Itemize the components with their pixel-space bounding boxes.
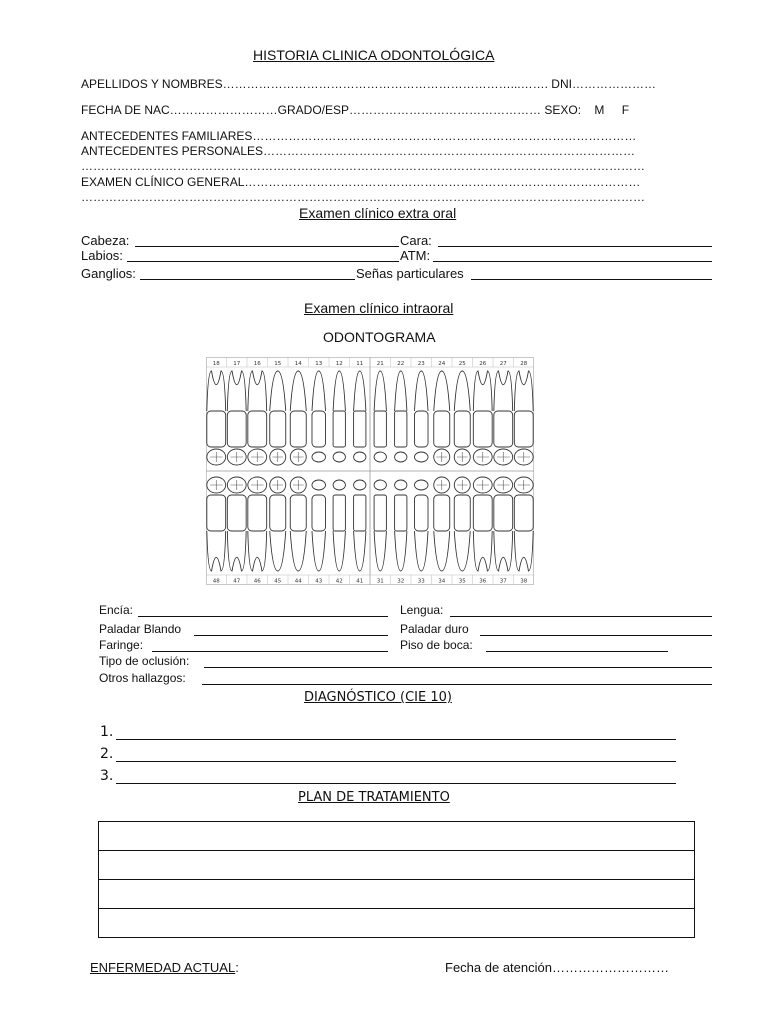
tooth-47[interactable] [227,477,246,571]
tooth-crown [248,411,267,447]
oclusion-label: Tipo de oclusión: [99,654,190,668]
tooth-root [473,531,492,571]
tooth-occlusal [333,452,345,462]
birth-grade-sex-field[interactable] [81,103,629,117]
tooth-43[interactable] [312,480,326,571]
tooth-occlusal [354,480,366,490]
tooth-root [514,371,533,411]
tooth-37[interactable] [494,477,513,571]
personal-history-field[interactable]: ANTECEDENTES PERSONALES………………………………………………………………………………… [81,144,636,158]
sex-m-option[interactable]: M [594,103,605,117]
diagnostico-item-1-line[interactable] [116,739,676,740]
upper-tooth-number: 23 [417,361,425,367]
hallazgos-line[interactable] [202,684,712,685]
tooth-28[interactable] [514,371,533,465]
labios-line[interactable] [127,261,399,262]
tooth-crown [333,411,345,447]
lower-tooth-number: 45 [274,578,282,585]
upper-tooth-number: 12 [335,361,343,367]
paladar-duro-line[interactable] [480,635,712,636]
lower-tooth-number: 41 [356,578,364,585]
tooth-occlusal [374,480,386,490]
tooth-36[interactable] [473,477,492,571]
tooth-crown [494,411,513,447]
enfermedad-actual-colon: : [235,960,239,975]
tooth-crown [514,411,533,447]
cabeza-line[interactable] [135,246,399,247]
lengua-line[interactable] [450,616,712,617]
enfermedad-actual-label: ENFERMEDAD ACTUAL [90,960,236,975]
tooth-23[interactable] [414,371,428,462]
tooth-root [434,371,450,411]
tooth-42[interactable] [333,480,345,571]
tooth-32[interactable] [395,480,407,571]
plan-row[interactable] [99,822,695,851]
atm-label: ATM: [400,248,431,263]
tooth-root [374,531,386,571]
tooth-crown [514,495,533,531]
tooth-root [227,371,246,411]
tooth-root [434,531,450,571]
tooth-crown [473,411,492,447]
tooth-crown [354,411,366,447]
diagnostico-item-2-line[interactable] [116,761,676,762]
upper-tooth-number: 13 [315,361,323,367]
paladar-blando-label: Paladar Blando [99,622,182,636]
faringe-label: Faringe: [99,638,144,652]
tooth-crown [207,495,226,531]
tooth-46[interactable] [248,477,267,571]
lower-tooth-number: 46 [253,578,261,585]
tooth-crown [354,495,366,531]
tooth-crown [248,495,267,531]
names-dni-field[interactable]: APELLIDOS Y NOMBRES………………………………………………………………...……. DNI………………… [81,77,656,91]
lower-tooth-number: 47 [233,578,241,585]
plan-row[interactable] [99,909,695,938]
lower-tooth-number: 48 [212,578,220,585]
tooth-crown [270,411,286,447]
tooth-root [414,371,428,411]
tooth-21[interactable] [374,371,386,462]
tooth-34[interactable] [434,477,450,571]
upper-tooth-number: 21 [376,361,384,367]
tooth-crown [414,495,428,531]
tooth-crown [414,411,428,447]
family-history-field[interactable]: ANTECEDENTES FAMILIARES…………………………………………………………………………………… [81,129,637,143]
extra-oral-title: Examen clínico extra oral [299,205,457,221]
tooth-root [354,531,366,571]
tooth-27[interactable] [494,371,513,465]
oclusion-line[interactable] [204,667,712,668]
tooth-crown [227,411,246,447]
encia-label: Encía: [99,603,134,617]
odontogram-chart [206,357,534,585]
tooth-crown [312,495,326,531]
page-title: HISTORIA CLINICA ODONTOLÓGICA [253,47,495,63]
tooth-crown [333,495,345,531]
cara-line[interactable] [438,246,712,247]
diagnostico-item-3-label: 3. [100,768,114,784]
lower-tooth-number: 36 [479,578,487,585]
labios-label: Labios: [81,248,123,263]
tooth-root [227,531,246,571]
tooth-root [454,531,470,571]
tooth-crown [290,495,306,531]
lower-tooth-number: 37 [499,578,507,585]
upper-tooth-number: 26 [479,361,487,367]
lower-tooth-number: 38 [520,578,528,585]
hallazgos-label: Otros hallazgos: [99,671,186,685]
plan-title: PLAN DE TRATAMIENTO [298,790,450,805]
plan-cell[interactable] [99,909,695,938]
tooth-root [333,371,345,411]
tooth-crown [454,411,470,447]
lower-tooth-number: 34 [438,578,446,585]
tooth-root [312,531,326,571]
lower-tooth-number: 43 [315,578,323,585]
tooth-occlusal [374,452,386,462]
plan-table [98,821,695,938]
faringe-line[interactable] [152,651,388,652]
upper-tooth-number: 16 [253,361,261,367]
sex-f-option[interactable]: F [621,103,630,117]
tooth-root [248,371,267,411]
diagnostico-item-1-label: 1. [100,724,114,740]
cabeza-label: Cabeza: [81,233,130,248]
tooth-24[interactable] [434,371,450,465]
lower-tooth-number: 31 [376,578,384,585]
lower-tooth-number: 33 [417,578,425,585]
tooth-root [248,531,267,571]
tooth-crown [312,411,326,447]
upper-tooth-number: 15 [274,361,282,367]
tooth-occlusal [333,480,345,490]
tooth-26[interactable] [473,371,492,465]
cara-label: Cara: [400,233,432,248]
plan-cell[interactable] [99,851,695,880]
tooth-occlusal [414,452,428,462]
plan-cell[interactable] [99,880,695,909]
tooth-root [207,371,226,411]
upper-tooth-number: 18 [212,361,220,367]
diagnostico-title: DIAGNÓSTICO (CIE 10) [304,690,452,705]
tooth-root [494,371,513,411]
tooth-12[interactable] [333,371,345,462]
ganglios-line[interactable] [140,279,355,280]
tooth-root [374,371,386,411]
tooth-root [395,371,407,411]
general-exam-field[interactable]: EXAMEN CLÍNICO GENERAL……………………………………………………………………………………… [81,175,641,189]
tooth-crown [434,411,450,447]
tooth-crown [207,411,226,447]
paladar-duro-label: Paladar duro [400,622,469,636]
tooth-13[interactable] [312,371,326,462]
tooth-crown [374,495,386,531]
tooth-root [354,371,366,411]
tooth-root [395,531,407,571]
plan-row[interactable] [99,880,695,909]
tooth-occlusal [312,452,326,462]
upper-tooth-number: 25 [458,361,466,367]
blank-line-1[interactable]: …………………………………………………………………………………………………………………………… [81,159,645,173]
upper-tooth-number: 11 [356,361,364,367]
tooth-root [290,531,306,571]
tooth-crown [374,411,386,447]
encia-line[interactable] [138,616,388,617]
tooth-occlusal [414,480,428,490]
tooth-crown [494,495,513,531]
lower-tooth-number: 44 [294,578,302,585]
tooth-occlusal [354,452,366,462]
piso-boca-label: Piso de boca: [400,638,473,652]
plan-row[interactable] [99,851,695,880]
tooth-crown [473,495,492,531]
lower-tooth-number: 32 [397,578,405,585]
tooth-44[interactable] [290,477,306,571]
ganglios-label: Ganglios: [81,266,136,281]
paladar-blando-line[interactable] [194,635,388,636]
upper-tooth-number: 24 [438,361,446,367]
senas-label: Señas particulares [356,266,464,281]
tooth-occlusal [395,480,407,490]
odontograma-title: ODONTOGRAMA [323,329,436,345]
tooth-root [207,531,226,571]
tooth-occlusal [312,480,326,490]
tooth-root [312,371,326,411]
tooth-15[interactable] [270,371,286,465]
senas-line[interactable] [471,279,712,280]
fecha-atencion-field[interactable]: Fecha de atención……………………… [445,960,669,975]
blank-line-2[interactable]: …………………………………………………………………………………………………………………………… [81,190,645,204]
tooth-41[interactable] [354,480,366,571]
upper-tooth-number: 28 [520,361,528,367]
intra-oral-title: Examen clínico intraoral [304,300,454,316]
tooth-11[interactable] [354,371,366,462]
tooth-14[interactable] [290,371,306,465]
lengua-label: Lengua: [400,603,444,617]
tooth-35[interactable] [454,477,470,571]
tooth-crown [270,495,286,531]
atm-line[interactable] [433,261,712,262]
tooth-31[interactable] [374,480,386,571]
tooth-root [514,531,533,571]
tooth-crown [454,495,470,531]
tooth-root [270,371,286,411]
tooth-45[interactable] [270,477,286,571]
odontogram [206,357,534,585]
tooth-16[interactable] [248,371,267,465]
tooth-17[interactable] [227,371,246,465]
tooth-crown [434,495,450,531]
tooth-33[interactable] [414,480,428,571]
tooth-48[interactable] [207,477,226,571]
diagnostico-item-3-line[interactable] [116,783,676,784]
tooth-18[interactable] [207,371,226,465]
birth-grade-label: FECHA DE NAC………………………GRADO/ESP………………………………………… SEXO: [81,103,582,117]
lower-tooth-number: 42 [335,578,343,585]
plan-cell[interactable] [99,822,695,851]
tooth-root [290,371,306,411]
upper-tooth-number: 17 [233,361,241,367]
diagnostico-item-2-label: 2. [100,746,114,762]
tooth-38[interactable] [514,477,533,571]
tooth-root [473,371,492,411]
lower-tooth-number: 35 [458,578,466,585]
tooth-crown [395,411,407,447]
tooth-root [270,531,286,571]
tooth-crown [395,495,407,531]
tooth-occlusal [395,452,407,462]
tooth-25[interactable] [454,371,470,465]
tooth-crown [290,411,306,447]
tooth-root [414,531,428,571]
upper-tooth-number: 27 [499,361,507,367]
tooth-root [333,531,345,571]
upper-tooth-number: 14 [294,361,302,367]
piso-boca-line[interactable] [486,651,668,652]
upper-tooth-number: 22 [397,361,405,367]
tooth-root [454,371,470,411]
tooth-22[interactable] [395,371,407,462]
tooth-crown [227,495,246,531]
tooth-root [494,531,513,571]
enfermedad-actual[interactable] [90,960,239,975]
